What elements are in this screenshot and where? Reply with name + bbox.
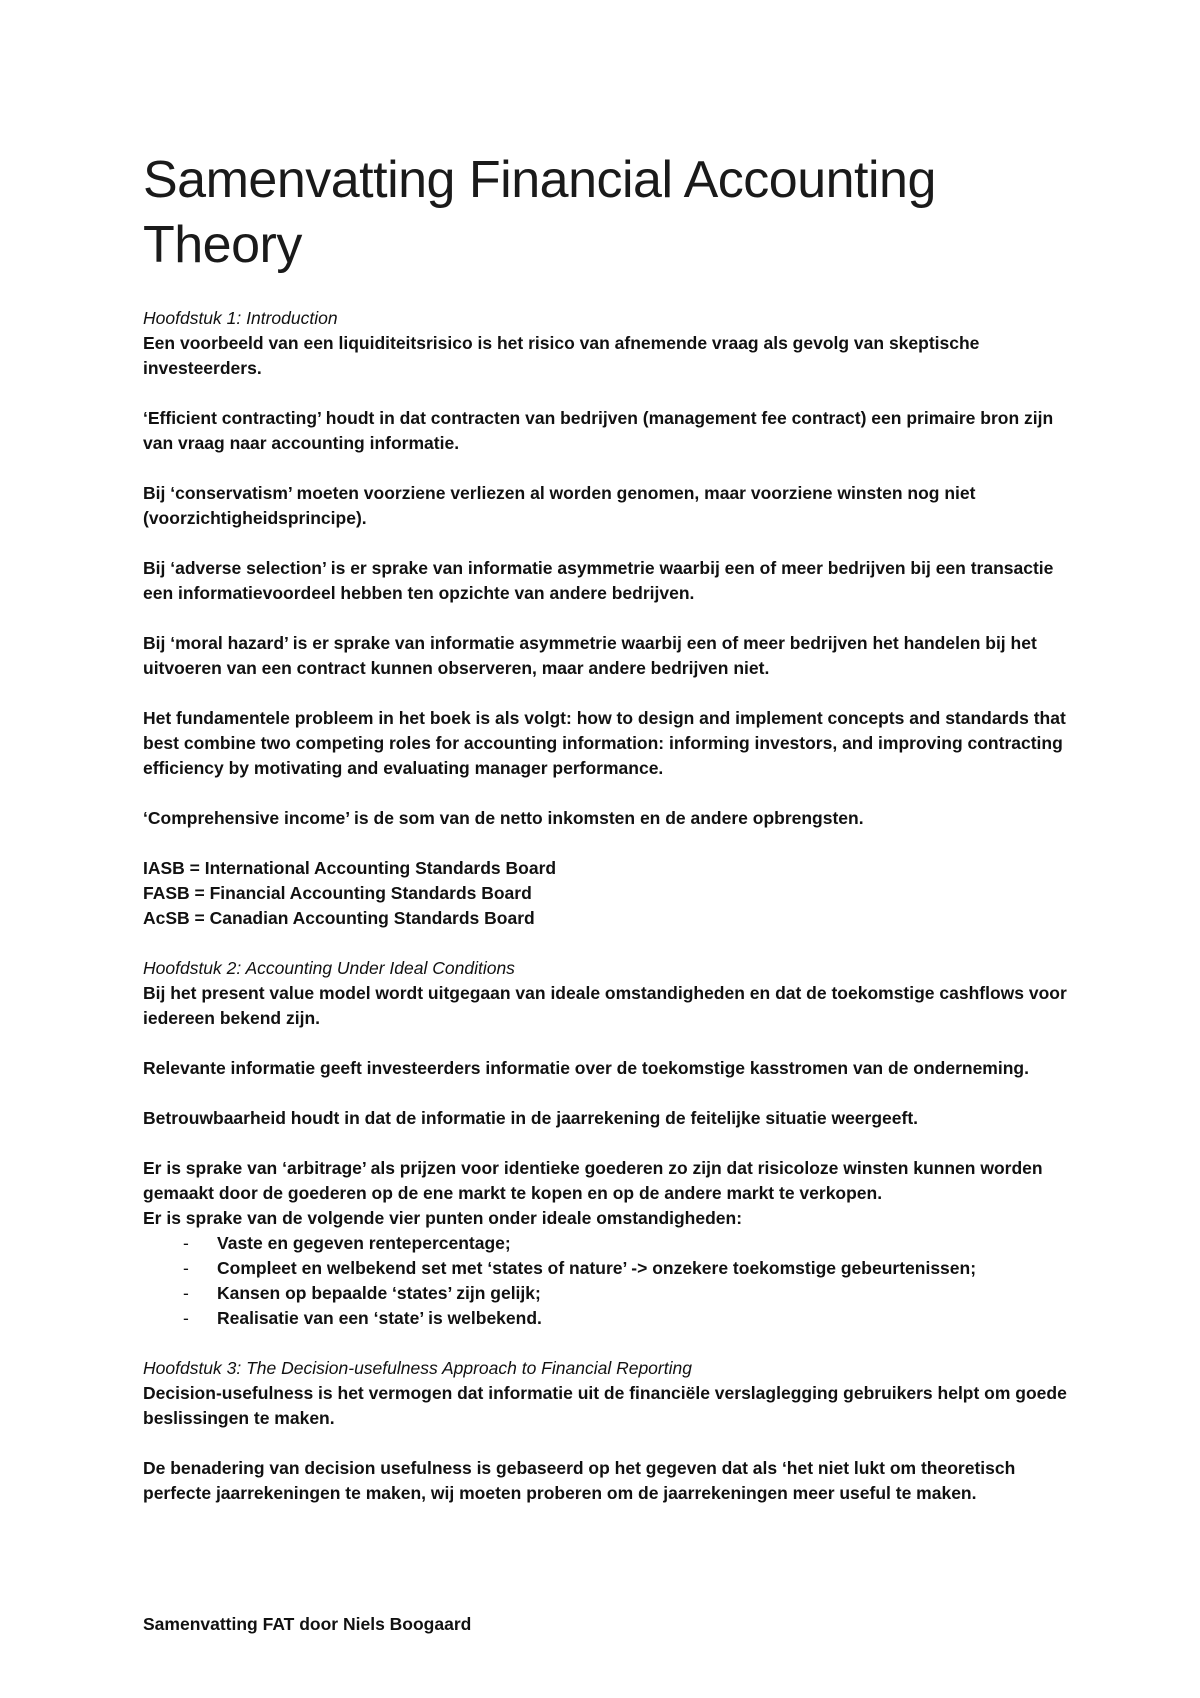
- chapter-2-paragraph-5: Er is sprake van de volgende vier punten onder ideale omstandigheden:: [143, 1208, 743, 1228]
- chapter-3-paragraph-1: Decision-usefulness is het vermogen dat informatie uit de financiële verslaglegging gebruikers helpt om goede beslissingen te maken.: [143, 1383, 1067, 1428]
- chapter-1-heading: Hoofdstuk 1: Introduction: [143, 308, 338, 328]
- dash-bullet: -: [183, 1308, 189, 1328]
- chapter-1-paragraph-5: Bij ‘moral hazard’ is er sprake van informatie asymmetrie waarbij een of meer bedrijven het handelen bij het uitvoeren van een contract kunnen observeren, maar andere bedrijven niet.: [143, 633, 1037, 678]
- dash-bullet: -: [183, 1283, 189, 1303]
- dash-bullet: -: [183, 1258, 189, 1278]
- abbreviation-list: [143, 856, 1083, 931]
- list-item-text: Kansen op bepaalde ‘states’ zijn gelijk;: [217, 1283, 541, 1303]
- page-footer: Samenvatting FAT door Niels Boogaard: [143, 1614, 472, 1634]
- document-title: Samenvatting Financial Accounting Theory: [143, 151, 936, 274]
- chapter-1-paragraph-1: Een voorbeeld van een liquiditeitsrisico is het risico van afnemende vraag als gevolg van skeptische investeerders.: [143, 333, 980, 378]
- chapter-1-paragraph-4: Bij ‘adverse selection’ is er sprake van informatie asymmetrie waarbij een of meer bedrijven bij een transactie een informatievoordeel hebben ten opzichte van andere bedrijven.: [143, 558, 1054, 603]
- chapter-1-paragraph-6: Het fundamentele probleem in het boek is als volgt: how to design and implement concepts and standards that best combine two competing roles for accounting information: informing investors, and improving contracting efficiency by motivating and evaluating manager performance.: [143, 708, 1066, 778]
- ideal-conditions-list: [143, 1231, 1083, 1331]
- chapter-1-paragraph-2: ‘Efficient contracting’ houdt in dat contracten van bedrijven (management fee contract) een primaire bron zijn van vraag naar accounting informatie.: [143, 408, 1054, 453]
- list-item: [143, 1281, 1083, 1306]
- abbreviation-fasb: FASB = Financial Accounting Standards Board: [143, 883, 532, 903]
- list-item-text: Vaste en gegeven rentepercentage;: [217, 1233, 511, 1253]
- abbreviation-iasb: IASB = International Accounting Standards Board: [143, 858, 557, 878]
- chapter-3-heading: Hoofdstuk 3: The Decision-usefulness Approach to Financial Reporting: [143, 1358, 692, 1378]
- document-body: [143, 306, 1083, 1531]
- chapter-3-intro: [143, 1356, 1083, 1431]
- dash-bullet: -: [183, 1233, 189, 1253]
- chapter-1-paragraph-7: ‘Comprehensive income’ is de som van de netto inkomsten en de andere opbrengsten.: [143, 808, 864, 828]
- list-item-text: Compleet en welbekend set met ‘states of nature’ -> onzekere toekomstige gebeurtenissen;: [217, 1258, 977, 1278]
- list-item: [143, 1231, 1083, 1256]
- chapter-2-paragraph-2: Relevante informatie geeft investeerders informatie over de toekomstige kasstromen van de onderneming.: [143, 1058, 1029, 1078]
- abbreviation-acsb: AcSB = Canadian Accounting Standards Board: [143, 908, 535, 928]
- chapter-1-paragraph-3: Bij ‘conservatism’ moeten voorziene verliezen al worden genomen, maar voorziene winsten nog niet (voorzichtigheidsprincipe).: [143, 483, 976, 528]
- chapter-2-intro: [143, 956, 1083, 1031]
- list-item-text: Realisatie van een ‘state’ is welbekend.: [217, 1308, 542, 1328]
- chapter-3-paragraph-2: De benadering van decision usefulness is gebaseerd op het gegeven dat als ‘het niet lukt om theoretisch perfecte jaarrekeningen te maken, wij moeten proberen om de jaarrekeningen meer useful te maken.: [143, 1458, 1016, 1503]
- list-item: [143, 1256, 1083, 1281]
- chapter-1-intro: [143, 306, 1083, 381]
- chapter-2-paragraph-4: Er is sprake van ‘arbitrage’ als prijzen voor identieke goederen zo zijn dat risicoloze winsten kunnen worden gemaakt door de goederen op de ene markt te kopen en op de andere markt te verkopen.: [143, 1158, 1043, 1203]
- list-item: [143, 1306, 1083, 1331]
- chapter-2-paragraph-1: Bij het present value model wordt uitgegaan van ideale omstandigheden en dat de toekomstige cashflows voor iedereen bekend zijn.: [143, 983, 1067, 1028]
- chapter-2-heading: Hoofdstuk 2: Accounting Under Ideal Conditions: [143, 958, 515, 978]
- chapter-2-paragraph-3: Betrouwbaarheid houdt in dat de informatie in de jaarrekening de feitelijke situatie weergeeft.: [143, 1108, 919, 1128]
